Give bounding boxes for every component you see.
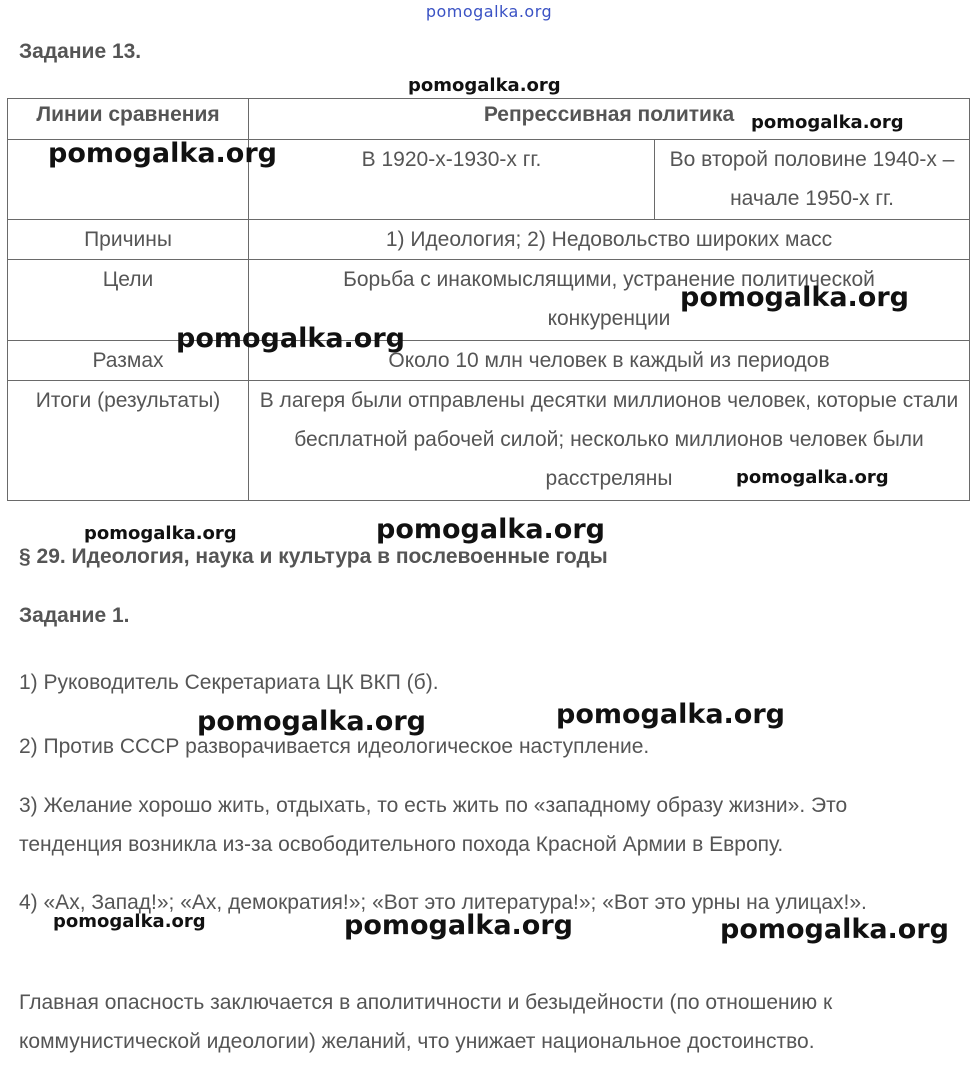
- table-row: [8, 340, 970, 380]
- answer-conclusion: Главная опасность заключается в аполитичности и безыдейности (по отношению к коммунистической идеологии) желаний, что унижает национальное достоинство.: [19, 991, 833, 1053]
- watermark: pomogalka.org: [736, 467, 889, 488]
- watermark: pomogalka.org: [680, 282, 909, 313]
- watermark: pomogalka.org: [197, 706, 426, 737]
- watermark: pomogalka.org: [53, 911, 206, 932]
- row-value: В лагеря были отправлены десятки миллионов человек, которые стали бесплатной рабочей силой; несколько миллионов человек были расстреляны: [249, 380, 970, 500]
- header-comparison-lines: Линии сравнения: [8, 99, 249, 140]
- answer-3: 3) Желание хорошо жить, отдыхать, то есть жить по «западному образу жизни». Это тенденция возникла из-за освободительного похода Красной Армии в Европу.: [19, 794, 848, 856]
- answer-4: 4) «Ах, Запад!»; «Ах, демократия!»; «Вот это литература!»; «Вот это урны на улицах!».: [19, 891, 867, 914]
- watermark: pomogalka.org: [176, 323, 405, 354]
- row-value: Борьба с инакомыслящими, устранение политической конкуренции: [249, 260, 970, 340]
- section-29-title: § 29. Идеология, наука и культура в послевоенные годы: [19, 545, 608, 568]
- watermark: pomogalka.org: [48, 138, 277, 169]
- answer-1: 1) Руководитель Секретариата ЦК ВКП (б).: [19, 671, 439, 694]
- task-13-title: Задание 13.: [19, 40, 142, 63]
- table-row: [8, 220, 970, 260]
- watermark: pomogalka.org: [751, 112, 904, 133]
- row-label: Размах: [8, 340, 249, 380]
- header-repressive-policy: Репрессивная политика: [249, 99, 970, 140]
- period-1-cell: В 1920-х-1930-х гг.: [249, 140, 655, 220]
- period-2-cell: Во второй половине 1940-х – начале 1950-х гг.: [655, 140, 970, 220]
- row-label: Цели: [8, 260, 249, 340]
- answer-2: 2) Против СССР разворачивается идеологическое наступление.: [19, 735, 650, 758]
- site-url-header: pomogalka.org: [425, 2, 553, 21]
- row-label: Итоги (результаты): [8, 380, 249, 500]
- watermark: pomogalka.org: [556, 699, 785, 730]
- row-value: 1) Идеология; 2) Недовольство широких масс: [249, 220, 970, 260]
- watermark: pomogalka.org: [408, 75, 561, 96]
- watermark: pomogalka.org: [376, 514, 605, 545]
- watermark: pomogalka.org: [720, 914, 949, 945]
- task-1-title: Задание 1.: [19, 604, 130, 627]
- row-label: Причины: [8, 220, 249, 260]
- row-value: Около 10 млн человек в каждый из периодов: [249, 340, 970, 380]
- watermark: pomogalka.org: [84, 523, 237, 544]
- watermark: pomogalka.org: [344, 910, 573, 941]
